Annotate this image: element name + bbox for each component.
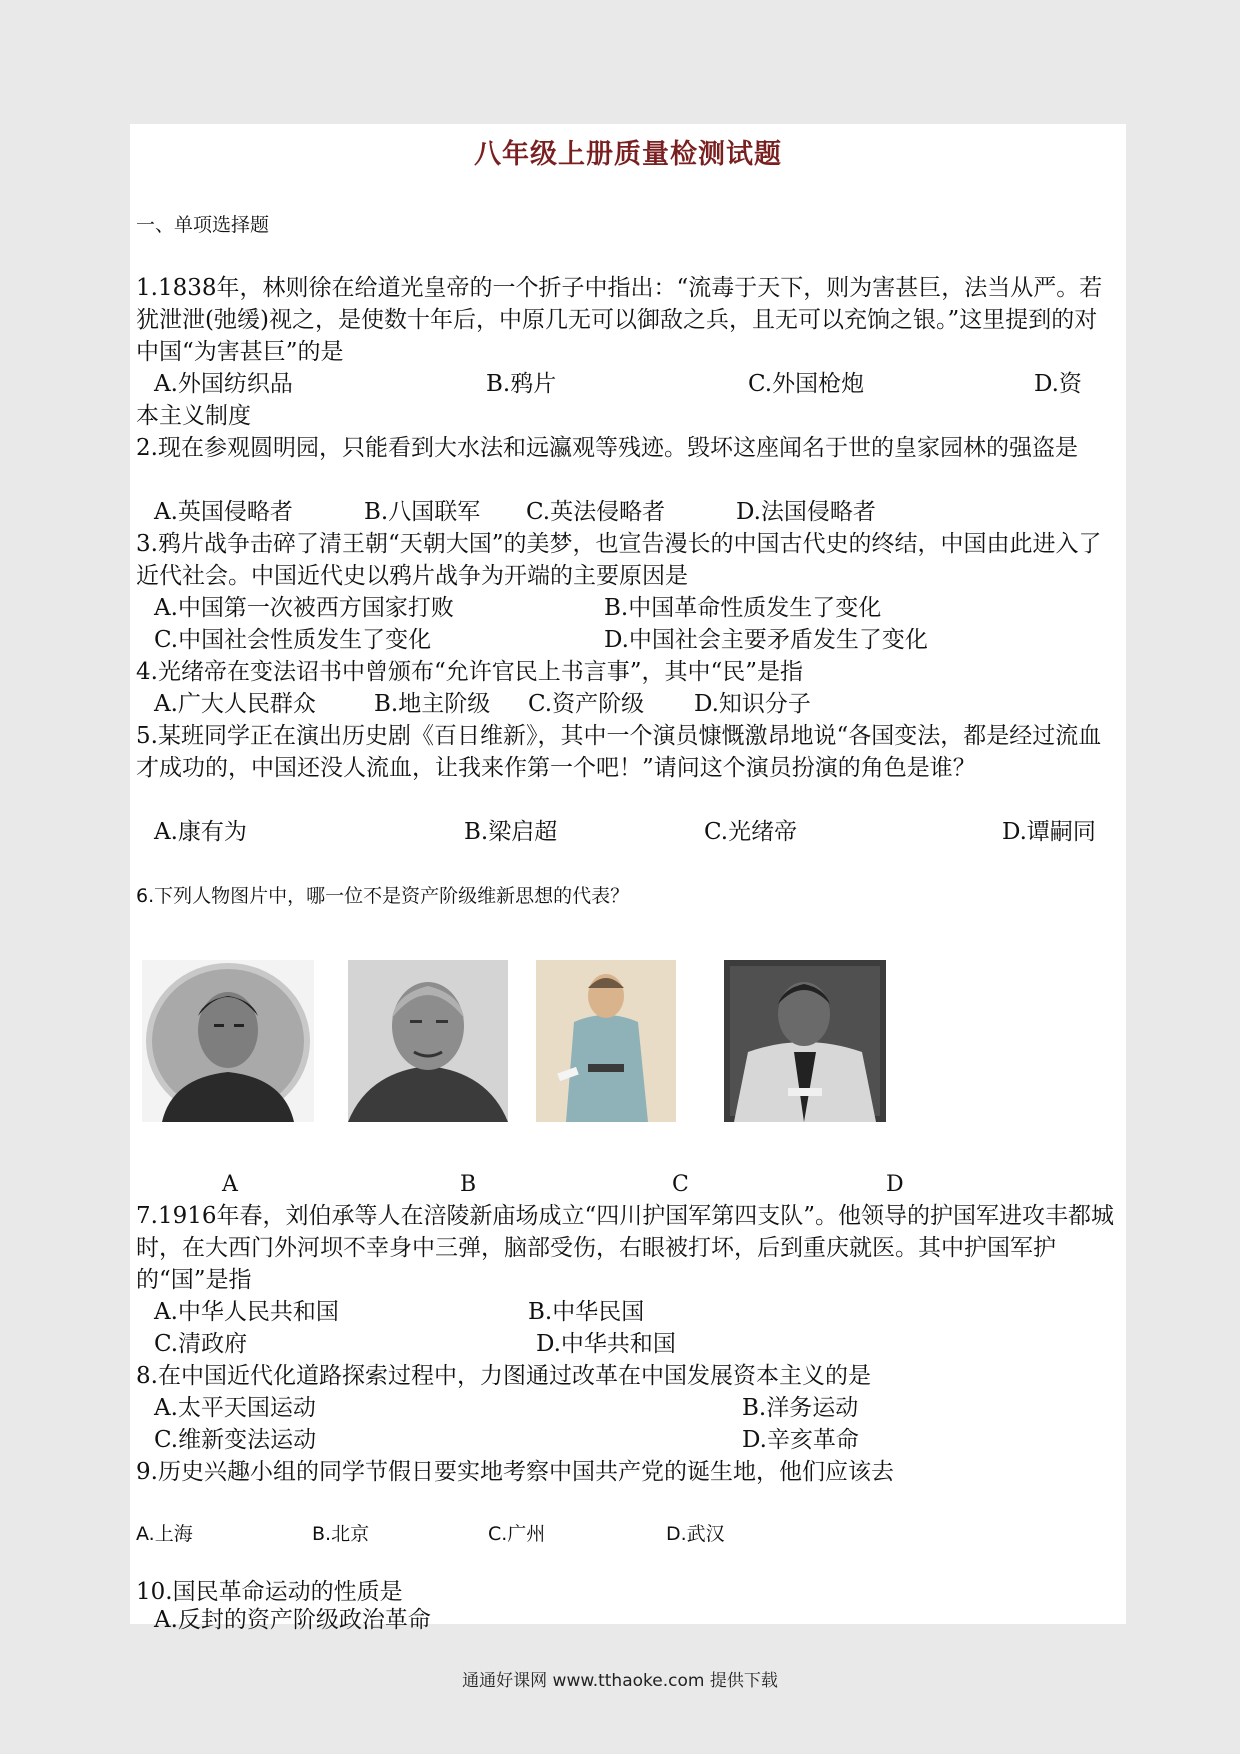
- option-d: D.辛亥革命: [742, 1427, 859, 1453]
- options-q8-row1: [154, 1392, 1114, 1424]
- option-b: B.鸦片: [486, 371, 557, 397]
- option-a: A.广大人民群众: [154, 691, 316, 717]
- options-q3-row1: [154, 592, 1114, 624]
- portrait-a-image: [142, 960, 314, 1122]
- option-c: C.英法侵略者: [526, 499, 666, 525]
- options-q3-row2: [154, 624, 1114, 656]
- option-b: B.梁启超: [464, 819, 558, 845]
- option-b: B.中华民国: [528, 1299, 645, 1325]
- portrait-b-image: [348, 960, 508, 1122]
- option-d-continuation: 本主义制度: [136, 403, 251, 429]
- section-heading: 一、单项选择题: [136, 214, 270, 236]
- option-c: C.中国社会性质发生了变化: [154, 627, 432, 653]
- question-3: 3.鸦片战争击碎了清王朝“天朝大国”的美梦，也宣告漫长的中国古代史的终结，中国由此进入了近代社会。中国近代史以鸦片战争为开端的主要原因是: [136, 531, 1102, 589]
- option-b: B.北京: [312, 1523, 370, 1545]
- question-4: 4.光绪帝在变法诏书中曾颁布“允许官民上书言事”，其中“民”是指: [136, 659, 803, 685]
- exam-page: [130, 124, 1126, 1633]
- options-q4: [154, 688, 1114, 720]
- option-b: B.八国联军: [364, 499, 481, 525]
- option-d: D.资: [1034, 371, 1082, 397]
- options-q1: [154, 368, 1114, 400]
- option-d: D.武汉: [666, 1523, 725, 1545]
- option-c: C.外国枪炮: [748, 371, 865, 397]
- option-b: B.地主阶级: [374, 691, 491, 717]
- option-c: C.维新变法运动: [154, 1427, 317, 1453]
- option-c: C.清政府: [154, 1331, 248, 1357]
- options-q10: [154, 1604, 1114, 1636]
- question-8: 8.在中国近代化道路探索过程中，力图通过改革在中国发展资本主义的是: [136, 1363, 871, 1389]
- option-a: A.上海: [136, 1523, 193, 1545]
- question-7: 7.1916年春，刘伯承等人在涪陵新庙场成立“四川护国军第四支队”。他领导的护国军进攻丰都城时，在大西门外河坝不幸身中三弹，脑部受伤，右眼被打坏，后到重庆就医。其中护国军护的“国”是指: [136, 1203, 1114, 1293]
- options-q9: [136, 1518, 1096, 1550]
- photo-label-b: B: [460, 1172, 477, 1197]
- option-b: B.中国革命性质发生了变化: [604, 595, 882, 621]
- option-d: D.中华共和国: [536, 1331, 676, 1357]
- page-footer: 通通好课网 www.tthaoke.com 提供下载: [462, 1671, 778, 1691]
- options-q8-row2: [154, 1424, 1114, 1456]
- option-a: A.中华人民共和国: [154, 1299, 339, 1325]
- options-q5: [154, 816, 1114, 848]
- photo-label-d: D: [886, 1172, 904, 1197]
- option-d: D.中国社会主要矛盾发生了变化: [604, 627, 928, 653]
- option-a: A.英国侵略者: [154, 499, 293, 525]
- option-c: C.光绪帝: [704, 819, 798, 845]
- question-2: 2.现在参观圆明园，只能看到大水法和远瀛观等残迹。毁坏这座闻名于世的皇家园林的强盗是: [136, 435, 1078, 461]
- option-a: A.太平天国运动: [154, 1395, 316, 1421]
- question-10: 10.国民革命运动的性质是: [136, 1579, 403, 1605]
- question-9: 9.历史兴趣小组的同学节假日要实地考察中国共产党的诞生地，他们应该去: [136, 1459, 894, 1485]
- option-c: C.资产阶级: [528, 691, 645, 717]
- question-5: 5.某班同学正在演出历史剧《百日维新》，其中一个演员慷慨激昂地说“各国变法，都是经过流血才成功的，中国还没人流血，让我来作第一个吧！”请问这个演员扮演的角色是谁？: [136, 723, 1102, 781]
- option-b: B.洋务运动: [742, 1395, 859, 1421]
- portrait-c-image: [536, 960, 676, 1122]
- option-d: D.法国侵略者: [736, 499, 876, 525]
- options-q7-row2: [154, 1328, 1114, 1360]
- options-q2: [154, 496, 1114, 528]
- option-d: D.谭嗣同: [1002, 819, 1096, 845]
- options-q7-row1: [154, 1296, 1114, 1328]
- question-1: 1.1838年，林则徐在给道光皇帝的一个折子中指出：“流毒于天下，则为害甚巨，法当从严。若犹泄泄(弛缓)视之，是使数十年后，中原几无可以御敌之兵，且无可以充饷之银。”这里提到的对中国“为害甚巨”的是: [136, 275, 1103, 365]
- option-a: A.康有为: [154, 819, 247, 845]
- photo-label-a: A: [222, 1172, 238, 1197]
- option-a: A.反封的资产阶级政治革命: [154, 1607, 431, 1633]
- portrait-d-image: [724, 960, 886, 1122]
- photo-label-c: C: [672, 1172, 689, 1197]
- page-title: 八年级上册质量检测试题: [474, 139, 782, 170]
- option-a: A.中国第一次被西方国家打败: [154, 595, 454, 621]
- option-a: A.外国纺织品: [154, 371, 293, 397]
- option-c: C.广州: [488, 1523, 546, 1545]
- option-d: D.知识分子: [694, 691, 811, 717]
- question-6: 6.下列人物图片中，哪一位不是资产阶级维新思想的代表？: [136, 885, 630, 907]
